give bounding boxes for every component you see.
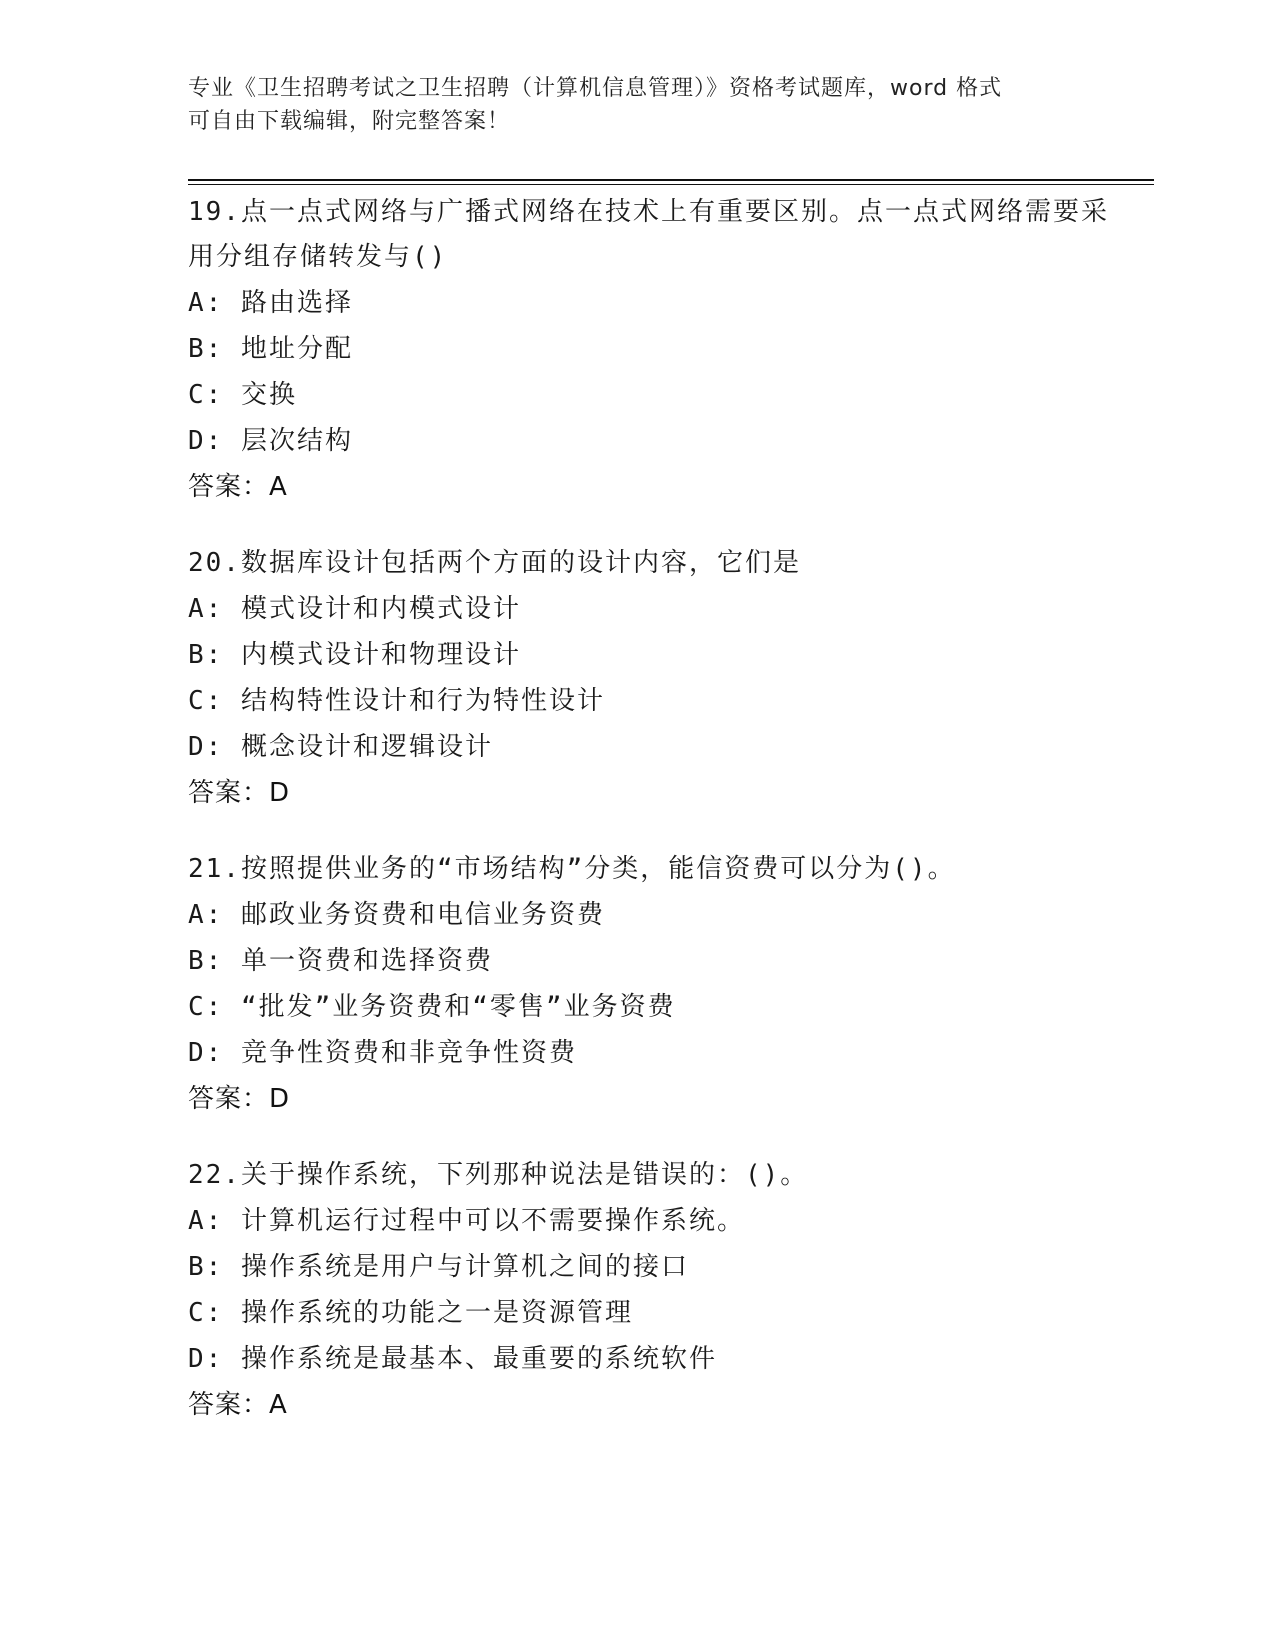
option-b: B: 内模式设计和物理设计 <box>188 640 521 670</box>
option-b: B: 地址分配 <box>188 334 353 364</box>
option-c: C: 交换 <box>188 380 297 410</box>
answer-label: 答案：A <box>188 1390 288 1420</box>
question-item <box>188 847 1118 1122</box>
answer-label: 答案：D <box>188 1084 291 1114</box>
option-b: B: 操作系统是用户与计算机之间的接口 <box>188 1252 689 1282</box>
option-c: C: 结构特性设计和行为特性设计 <box>188 686 605 716</box>
question-stem: 20.数据库设计包括两个方面的设计内容，它们是 <box>188 548 801 578</box>
header-line-1: 专业《卫生招聘考试之卫生招聘（计算机信息管理）》资格考试题库，word 格式 <box>188 76 1003 101</box>
question-item <box>188 541 1118 816</box>
question-stem: 19.点一点式网络与广播式网络在技术上有重要区别。点一点式网络需要采用分组存储转发与() <box>188 197 1109 272</box>
option-d: D: 竞争性资费和非竞争性资费 <box>188 1038 577 1068</box>
header-divider-thin <box>188 184 1154 185</box>
option-a: A: 模式设计和内模式设计 <box>188 594 521 624</box>
option-d: D: 层次结构 <box>188 426 353 456</box>
option-b: B: 单一资费和选择资费 <box>188 946 493 976</box>
question-stem: 21.按照提供业务的“市场结构”分类，能信资费可以分为()。 <box>188 854 956 884</box>
option-a: A: 路由选择 <box>188 288 353 318</box>
answer-label: 答案：D <box>188 778 291 808</box>
header-line-2: 可自由下载编辑，附完整答案！ <box>188 109 511 134</box>
question-item <box>188 190 1118 510</box>
question-list <box>188 190 1118 1459</box>
option-d: D: 概念设计和逻辑设计 <box>188 732 493 762</box>
option-c: C: 操作系统的功能之一是资源管理 <box>188 1298 633 1328</box>
header-divider-thick <box>188 179 1154 181</box>
question-stem: 22.关于操作系统，下列那种说法是错误的：()。 <box>188 1160 809 1190</box>
document-header <box>188 72 1088 138</box>
option-a: A: 邮政业务资费和电信业务资费 <box>188 900 605 930</box>
answer-label: 答案：A <box>188 472 288 502</box>
option-c: C: “批发”业务资费和“零售”业务资费 <box>188 992 676 1022</box>
question-item <box>188 1153 1118 1428</box>
option-a: A: 计算机运行过程中可以不需要操作系统。 <box>188 1206 745 1236</box>
option-d: D: 操作系统是最基本、最重要的系统软件 <box>188 1344 717 1374</box>
